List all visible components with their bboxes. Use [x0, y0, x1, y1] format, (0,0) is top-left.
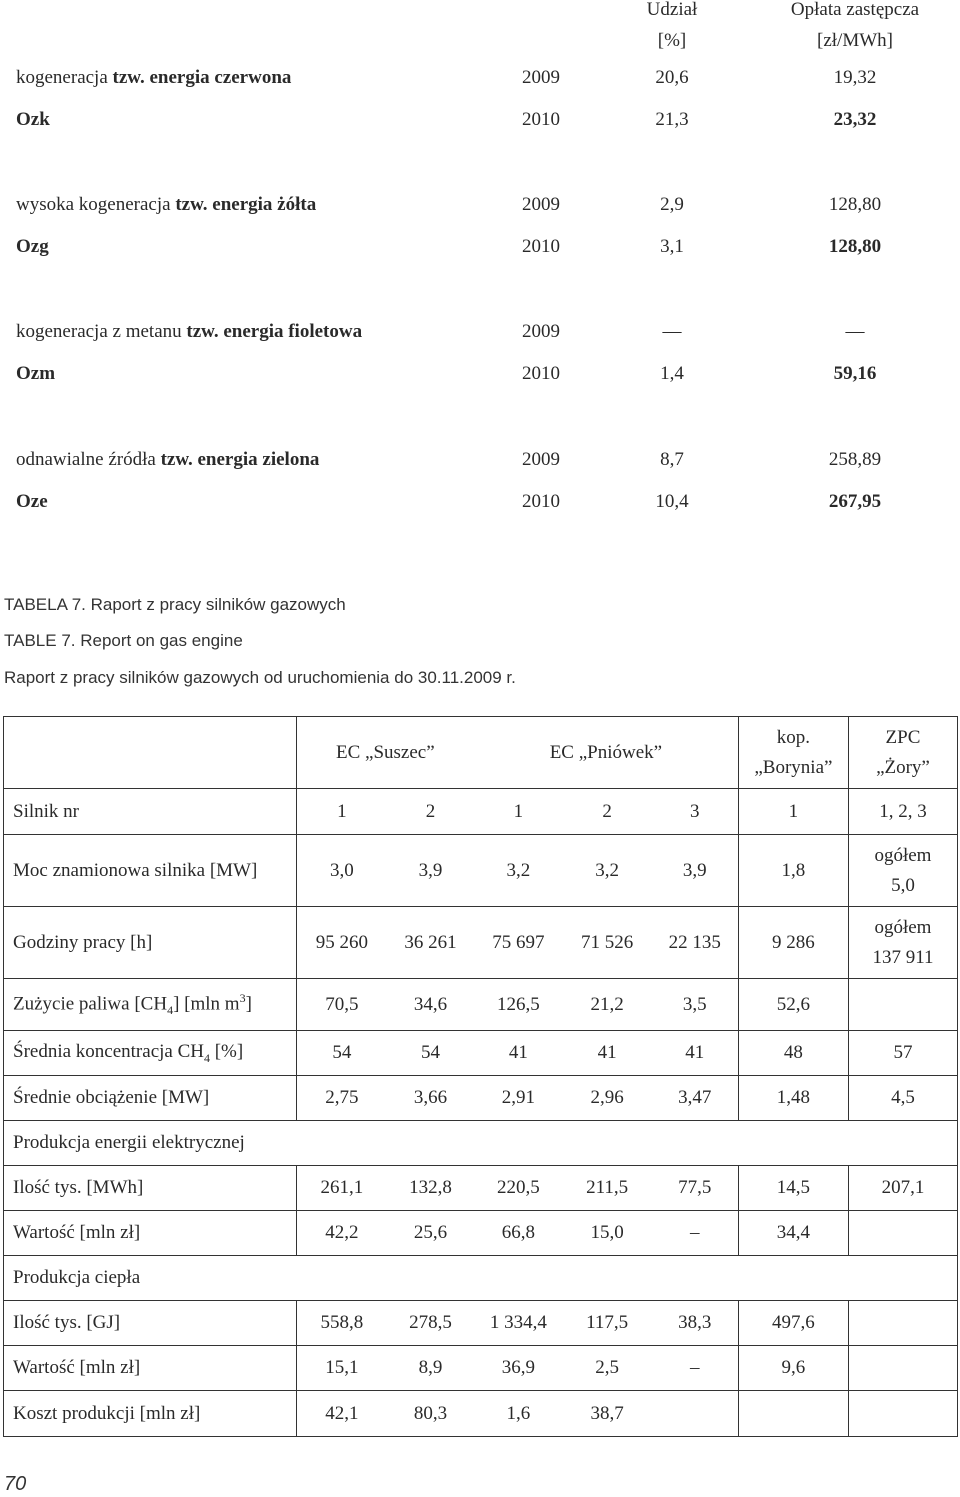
value-cell: 38,3 [652, 1301, 739, 1346]
table1-row-label-bold: tzw. energia żółta [175, 194, 317, 215]
value-cell: 3,47 [652, 1076, 739, 1121]
value-cell: 8,9 [387, 1346, 474, 1391]
section-title-row [4, 1256, 958, 1301]
value-cell: 21,2 [563, 979, 652, 1031]
header-zory-line1: ZPC [885, 726, 921, 748]
share-header-line1: Udział [646, 0, 698, 20]
header-borynia-line1: kop. [776, 726, 811, 748]
value-cell [848, 1391, 957, 1437]
label-part: 4 [203, 1050, 210, 1065]
value-cell: 132,8 [387, 1166, 474, 1211]
row-label [4, 979, 297, 1031]
table1-row-fee: — [845, 321, 865, 342]
table1-row-label-plain: odnawialne źródła [16, 449, 161, 470]
value-cell: 3,9 [652, 835, 739, 907]
value-cell: 70,5 [296, 979, 387, 1031]
table1-row-fee: 128,80 [828, 236, 882, 257]
value-cell: 52,6 [738, 979, 848, 1031]
table1-row-label-bold: tzw. energia czerwona [112, 67, 292, 88]
section-data-row [4, 1211, 958, 1256]
section-title: Produkcja ciepła [4, 1256, 958, 1301]
section-title: Produkcja energii elektrycznej [4, 1121, 958, 1166]
row-label: Średnie obciążenie [MW] [4, 1076, 297, 1121]
table1-row-label-bold: tzw. energia zielona [160, 449, 320, 470]
value-cell: 41 [474, 1031, 563, 1076]
value-cell: 3 [652, 789, 739, 835]
label-part: Średnia koncentracja CH [13, 1040, 204, 1062]
value-cell: 9 286 [738, 907, 848, 979]
value-cell: 2,5 [563, 1346, 652, 1391]
row-obciazenie [4, 1076, 958, 1121]
section-data-row [4, 1346, 958, 1391]
table1-row-label [16, 236, 49, 258]
header-borynia [738, 717, 848, 789]
value-cell: 34,6 [387, 979, 474, 1031]
table1-row-year: 2010 [522, 491, 560, 512]
table1-row-label [16, 363, 55, 385]
value-cell: 66,8 [474, 1211, 563, 1256]
value-cell [848, 1211, 957, 1256]
caption-en: TABLE 7. Report on gas engine [4, 631, 243, 650]
value-cell: 3,2 [563, 835, 652, 907]
table1-row-label-plain: wysoka kogeneracja [16, 194, 176, 215]
row-label: Silnik nr [4, 789, 297, 835]
table1-row-label-bold: Ozk [16, 109, 50, 130]
row-label: Ilość tys. [MWh] [4, 1166, 297, 1211]
value-cell: 42,2 [296, 1211, 387, 1256]
value-cell: 3,5 [652, 979, 739, 1031]
row-label: Wartość [mln zł] [4, 1346, 297, 1391]
value-cell: 2,96 [563, 1076, 652, 1121]
value-cell: 80,3 [387, 1391, 474, 1437]
header-suszec: EC „Suszec” [296, 717, 474, 789]
table1-row-year: 2009 [522, 194, 560, 215]
share-header-line2: [%] [657, 30, 687, 51]
table1-row-year: 2009 [522, 321, 560, 342]
share-header [617, 0, 727, 56]
value-cell: 261,1 [296, 1166, 387, 1211]
value-cell: 1,48 [738, 1076, 848, 1121]
header-zory-line2: „Żory” [876, 756, 930, 778]
value-cell: 54 [387, 1031, 474, 1076]
value-cell: 15,0 [563, 1211, 652, 1256]
value-cell: 34,4 [738, 1211, 848, 1256]
value-cell: 25,6 [387, 1211, 474, 1256]
row-label: Godziny pracy [h] [4, 907, 297, 979]
value-cell [738, 1391, 848, 1437]
label-part: ] [mln m [173, 993, 240, 1015]
value-cell: 41 [652, 1031, 739, 1076]
section-data-row [4, 1166, 958, 1211]
table1-row-label-plain: kogeneracja z metanu [16, 321, 187, 342]
label-part: ] [245, 993, 252, 1015]
value-cell: 1 [296, 789, 387, 835]
value-cell: 2 [387, 789, 474, 835]
table1-row-label-bold: tzw. energia fioletowa [186, 321, 363, 342]
table1-row-fee: 267,95 [828, 491, 882, 512]
table1-row-share: 8,7 [660, 449, 684, 470]
table1-row-fee: 128,80 [828, 194, 882, 215]
row-label: Koszt produkcji [mln zł] [4, 1391, 297, 1437]
table1-row-year: 2010 [522, 109, 560, 130]
table1-row-fee: 258,89 [828, 449, 882, 470]
value-cell: 1,6 [474, 1391, 563, 1437]
value-cell: 211,5 [563, 1166, 652, 1211]
row-zuzycie [4, 979, 958, 1031]
value-cell: 278,5 [387, 1301, 474, 1346]
table1-row-label-plain: kogeneracja [16, 67, 113, 88]
value-cell: 95 260 [296, 907, 387, 979]
table1-row-share: 2,9 [660, 194, 684, 215]
table1-row-share: 10,4 [655, 491, 689, 512]
value-cell: 9,6 [738, 1346, 848, 1391]
table1-row-label [16, 321, 362, 343]
value-cell: 1 [474, 789, 563, 835]
value-cell: 1 [738, 789, 848, 835]
value-cell: 57 [848, 1031, 957, 1076]
header-empty-cell [4, 717, 297, 789]
table1-row-fee: 23,32 [833, 109, 877, 130]
table1-row-fee: 59,16 [833, 363, 877, 384]
table1-row-label [16, 109, 50, 131]
table1-row-year: 2009 [522, 449, 560, 470]
table1-row-year: 2009 [522, 67, 560, 88]
fee-header-line2: [zł/MWh] [817, 30, 893, 51]
value-cell: 36,9 [474, 1346, 563, 1391]
value-cell: 1,8 [738, 835, 848, 907]
value-cell: 2,91 [474, 1076, 563, 1121]
label-part: 3 [239, 990, 246, 1005]
row-label [4, 1031, 297, 1076]
header-pniowek: EC „Pniówek” [474, 717, 739, 789]
value-cell: 22 135 [652, 907, 739, 979]
value-cell: 41 [563, 1031, 652, 1076]
table1-row-label [16, 67, 291, 89]
value-cell [652, 1391, 739, 1437]
value-cell: – [652, 1211, 739, 1256]
value-cell: 117,5 [563, 1301, 652, 1346]
value-cell: 77,5 [652, 1166, 739, 1211]
label-part: Zużycie paliwa [CH [13, 993, 168, 1015]
value-cell: – [652, 1346, 739, 1391]
value-cell: 14,5 [738, 1166, 848, 1211]
caption-sub: Raport z pracy silników gazowych od uruchomienia do 30.11.2009 r. [4, 668, 516, 687]
value-cell: 558,8 [296, 1301, 387, 1346]
value-cell: 207,1 [848, 1166, 957, 1211]
fee-header-line1: Opłata zastępcza [790, 0, 920, 20]
table1-row-label-bold: Ozg [16, 236, 49, 257]
value-cell: 497,6 [738, 1301, 848, 1346]
table1-row-label-bold: Ozm [16, 363, 56, 384]
table1-row-year: 2010 [522, 236, 560, 257]
value-cell: 3,0 [296, 835, 387, 907]
value-cell: 4,5 [848, 1076, 957, 1121]
value-cell: 3,9 [387, 835, 474, 907]
table1-row-label-bold: Oze [16, 491, 48, 512]
value-cell: 42,1 [296, 1391, 387, 1437]
value-cell: 3,2 [474, 835, 563, 907]
table1-row-label [16, 449, 319, 471]
table1-row-share: 20,6 [655, 67, 689, 88]
table1-row-label [16, 194, 316, 216]
fee-header [760, 0, 950, 56]
value-cell: 54 [296, 1031, 387, 1076]
total-value: 137 911 [872, 946, 934, 968]
row-silnik [4, 789, 958, 835]
value-cell: 126,5 [474, 979, 563, 1031]
table1-row-share: 3,1 [660, 236, 684, 257]
row-godziny [4, 907, 958, 979]
table1-row-share: — [662, 321, 682, 342]
value-cell: 15,1 [296, 1346, 387, 1391]
value-cell: 71 526 [563, 907, 652, 979]
value-cell: 48 [738, 1031, 848, 1076]
value-cell: 1, 2, 3 [848, 789, 957, 835]
row-moc [4, 835, 958, 907]
table1-row-fee: 19,32 [833, 67, 877, 88]
header-zory [848, 717, 957, 789]
header-borynia-line2: „Borynia” [754, 756, 833, 778]
table1-row-year: 2010 [522, 363, 560, 384]
row-koncentracja [4, 1031, 958, 1076]
caption-pl: TABELA 7. Raport z pracy silników gazowych [4, 595, 346, 614]
total-cell [848, 907, 957, 979]
total-label: ogółem [874, 844, 932, 866]
table1-row-share: 1,4 [660, 363, 684, 384]
value-cell: 2 [563, 789, 652, 835]
total-label: ogółem [874, 916, 932, 938]
row-label: Wartość [mln zł] [4, 1211, 297, 1256]
value-cell: 2,75 [296, 1076, 387, 1121]
value-cell [848, 1301, 957, 1346]
table2-header-row [4, 717, 958, 789]
total-value: 5,0 [891, 874, 915, 896]
empty-cell [848, 979, 957, 1031]
value-cell: 38,7 [563, 1391, 652, 1437]
section-title-row [4, 1121, 958, 1166]
engine-report-table [3, 716, 958, 1437]
page-number: 70 [4, 1473, 27, 1495]
label-part: [%] [209, 1040, 244, 1062]
row-koszt [4, 1391, 958, 1437]
table1-row-label [16, 491, 48, 513]
value-cell: 36 261 [387, 907, 474, 979]
table1-row-share: 21,3 [655, 109, 689, 130]
row-label: Ilość tys. [GJ] [4, 1301, 297, 1346]
label-part: 4 [167, 1003, 174, 1018]
total-cell [848, 835, 957, 907]
row-label: Moc znamionowa silnika [MW] [4, 835, 297, 907]
section-data-row [4, 1301, 958, 1346]
value-cell: 220,5 [474, 1166, 563, 1211]
value-cell: 3,66 [387, 1076, 474, 1121]
value-cell: 1 334,4 [474, 1301, 563, 1346]
value-cell [848, 1346, 957, 1391]
value-cell: 75 697 [474, 907, 563, 979]
